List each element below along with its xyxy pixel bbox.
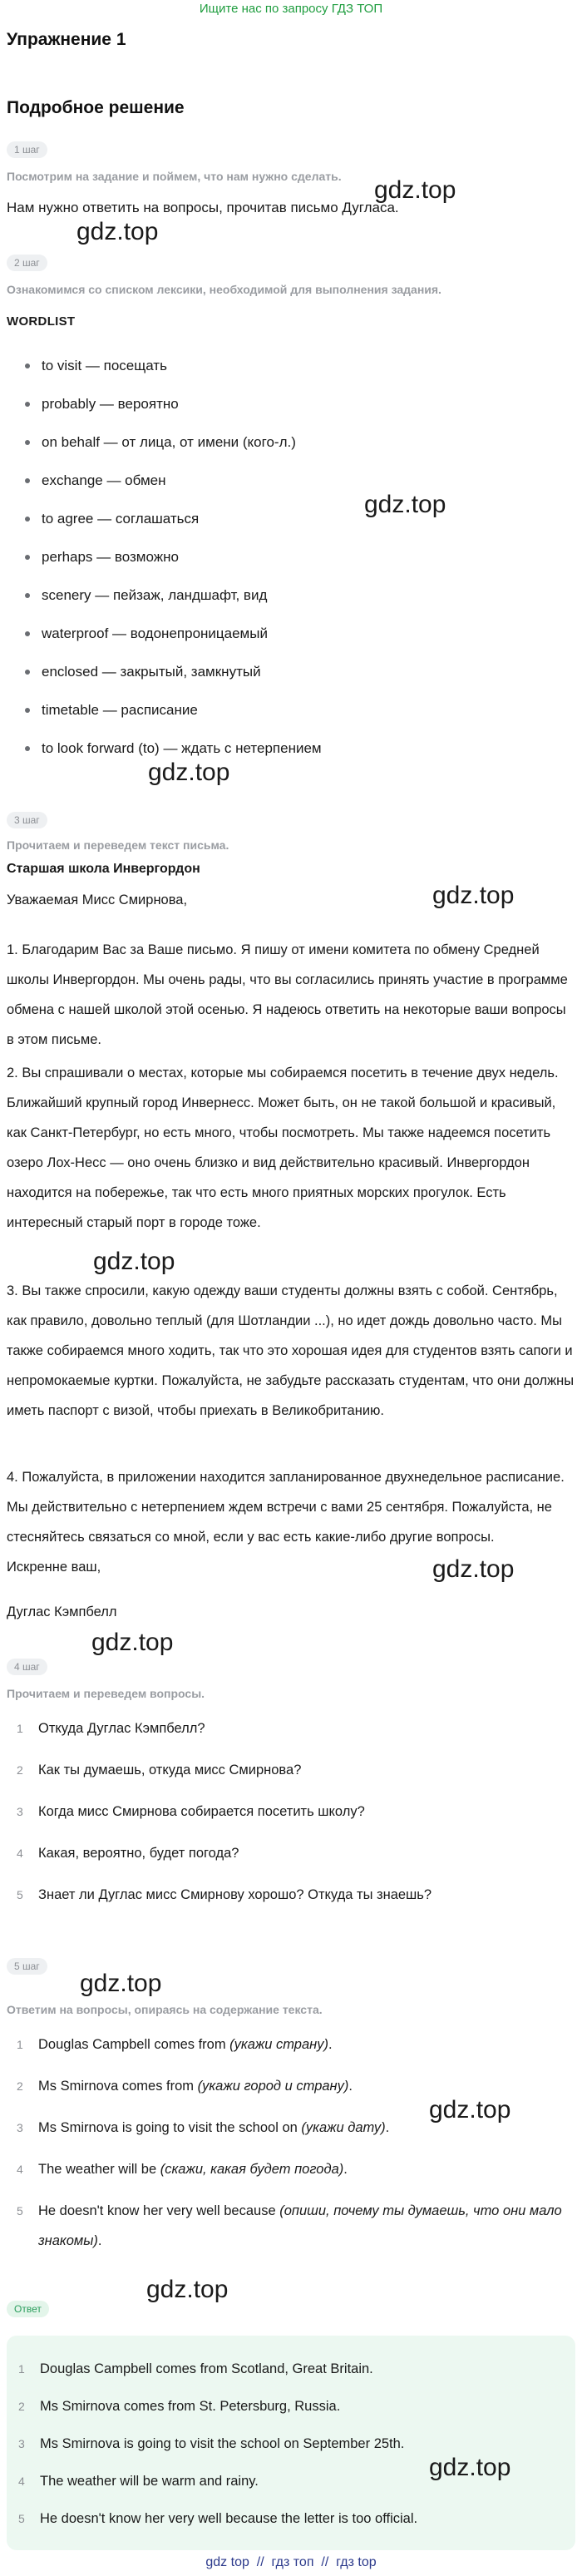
watermark: gdz.top <box>429 2096 511 2124</box>
watermark: gdz.top <box>80 1970 162 1997</box>
letter-signature: Дуглас Кэмпбелл <box>7 1604 117 1619</box>
wordlist-item: timetable — расписание <box>25 700 540 739</box>
list-item: 1 Douglas Campbell comes from Scotland, Great Britain. <box>18 2361 373 2376</box>
list-item: 5 Знает ли Дуглас мисс Смирнову хорошо? Откуда ты знаешь? <box>17 1887 432 1902</box>
bullet-icon <box>25 363 30 368</box>
bullet-icon <box>25 593 30 598</box>
answer-list <box>18 2351 567 2538</box>
wordlist-title: WORDLIST <box>7 314 76 329</box>
answer-badge: Ответ <box>7 2301 49 2317</box>
list-item: 3 Ms Smirnova is going to visit the school on (укажи дату). <box>17 2120 390 2135</box>
watermark: gdz.top <box>146 2276 229 2303</box>
wordlist <box>25 356 540 777</box>
watermark: gdz.top <box>91 1629 174 1656</box>
watermark: gdz.top <box>374 176 456 204</box>
bullet-icon <box>25 517 30 522</box>
bullet-icon <box>25 555 30 560</box>
watermark: gdz.top <box>364 491 446 518</box>
top-banner: Ищите нас по запросу ГДЗ ТОП <box>199 2 383 16</box>
wordlist-item: waterproof — водонепроницаемый <box>25 624 540 662</box>
wordlist-item: to agree — соглашаться <box>25 509 540 547</box>
questions-list <box>17 1713 574 1921</box>
wordlist-item: probably — вероятно <box>25 394 540 433</box>
watermark: gdz.top <box>76 218 159 245</box>
wordlist-item: scenery — пейзаж, ландшафт, вид <box>25 586 540 624</box>
answer-templates-list <box>17 2030 574 2256</box>
list-item: 3 Когда мисс Смирнова собирается посетить школу? <box>17 1804 365 1819</box>
letter-school: Старшая школа Инвергордон <box>7 862 200 876</box>
letter-paragraph-3: 3. Вы также спросили, какую одежду ваши студенты должны взять с собой. Сентябрь, как правило, довольно теплый (для Шотландии ...), но идет дождь довольно часто. Мы также собираемся много ходить, так что это хорошая идея для студентов взять сапоги и непромокаемые куртки. Пожалуйста, не забудьте рассказать студентам, что они должны иметь паспорт с визой, чтобы приехать в Великобританию. <box>7 1283 575 1418</box>
list-item: 5 He doesn't know her very well because (опиши, почему ты думаешь, что они мало знакомы). <box>17 2203 562 2248</box>
bullet-icon <box>25 708 30 713</box>
watermark: gdz.top <box>93 1248 175 1275</box>
step-2-badge: 2 шаг <box>7 255 47 271</box>
wordlist-item: on behalf — от лица, от имени (кого-л.) <box>25 433 540 471</box>
step-3-badge: 3 шаг <box>7 812 47 828</box>
step-5-description: Ответим на вопросы, опираясь на содержание текста. <box>7 2003 323 2016</box>
watermark: gdz.top <box>432 882 515 909</box>
list-item: 3 Ms Smirnova is going to visit the school on September 25th. <box>18 2436 405 2451</box>
footer-links[interactable]: gdz top // гдз топ // гдз top <box>205 2555 377 2569</box>
list-item: 4 The weather will be (скажи, какая будет погода). <box>17 2162 348 2177</box>
wordlist-item: to look forward (to) — ждать с нетерпением <box>25 739 540 777</box>
step-1-description: Посмотрим на задание и поймем, что нам нужно сделать. <box>7 170 342 183</box>
wordlist-item: perhaps — возможно <box>25 547 540 586</box>
step-1-badge: 1 шаг <box>7 141 47 158</box>
letter-closing: Искренне ваш, <box>7 1560 101 1575</box>
list-item: 2 Как ты думаешь, откуда мисс Смирнова? <box>17 1763 302 1777</box>
bullet-icon <box>25 402 30 407</box>
watermark: gdz.top <box>148 759 230 786</box>
wordlist-item: to visit — посещать <box>25 356 540 394</box>
list-item: 4 The weather will be warm and rainy. <box>18 2474 259 2489</box>
letter-paragraph-4: 4. Пожалуйста, в приложении находится запланированное двухнедельное расписание. Мы действительно с нетерпением ждем встречи с вами 25 сентября. Пожалуйста, не стесняйтесь связаться со мной, если у вас есть какие-либо другие вопросы. <box>7 1470 565 1545</box>
step-4-description: Прочитаем и переведем вопросы. <box>7 1687 205 1700</box>
bullet-icon <box>25 478 30 483</box>
bullet-icon <box>25 631 30 636</box>
list-item: 2 Ms Smirnova comes from St. Petersburg, Russia. <box>18 2399 341 2414</box>
step-4-badge: 4 шаг <box>7 1659 47 1675</box>
solution-heading: Подробное решение <box>7 98 185 117</box>
step-2-description: Ознакомимся со списком лексики, необходимой для выполнения задания. <box>7 283 441 296</box>
wordlist-item: exchange — обмен <box>25 471 540 509</box>
exercise-title: Упражнение 1 <box>7 30 126 49</box>
step-3-description: Прочитаем и переведем текст письма. <box>7 838 229 852</box>
letter-paragraph-2: 2. Вы спрашивали о местах, которые мы собираемся посетить в течение двух недель. Ближайший крупный город Инвернесс. Может быть, он не такой большой и красивый, как Санкт-Петербург, но есть много, чтобы посмотреть. Мы также надеемся посетить озеро Лох-Несс — оно очень близко и вид действительно красивый. Инвергордон находится на побережье, так что есть много приятных морских прогулок. Есть интересный старый порт в городе тоже. <box>7 1066 559 1230</box>
watermark: gdz.top <box>429 2454 511 2481</box>
list-item: 5 He doesn't know her very well because the letter is too official. <box>18 2511 418 2526</box>
letter-paragraph-1: 1. Благодарим Вас за Ваше письмо. Я пишу от имени комитета по обмену Средней школы Инвергордон. Мы очень рады, что вы согласились принять участие в программе обмена с нашей школой этой осенью. Я надеюсь ответить на некоторые ваши вопросы в этом письме. <box>7 942 568 1047</box>
wordlist-item: enclosed — закрытый, замкнутый <box>25 662 540 700</box>
letter-greeting: Уважаемая Мисс Смирнова, <box>7 892 188 907</box>
list-item: 4 Какая, вероятно, будет погода? <box>17 1846 239 1861</box>
bullet-icon <box>25 440 30 445</box>
list-item: 1 Douglas Campbell comes from (укажи страну). <box>17 2037 333 2052</box>
list-item: 2 Ms Smirnova comes from (укажи город и страну). <box>17 2079 353 2094</box>
list-item: 1 Откуда Дуглас Кэмпбелл? <box>17 1721 205 1736</box>
step-5-badge: 5 шаг <box>7 1958 47 1975</box>
watermark: gdz.top <box>432 1555 515 1583</box>
step-1-text: Нам нужно ответить на вопросы, прочитав письмо Дугласа. <box>7 200 399 215</box>
bullet-icon <box>25 670 30 675</box>
bullet-icon <box>25 746 30 751</box>
